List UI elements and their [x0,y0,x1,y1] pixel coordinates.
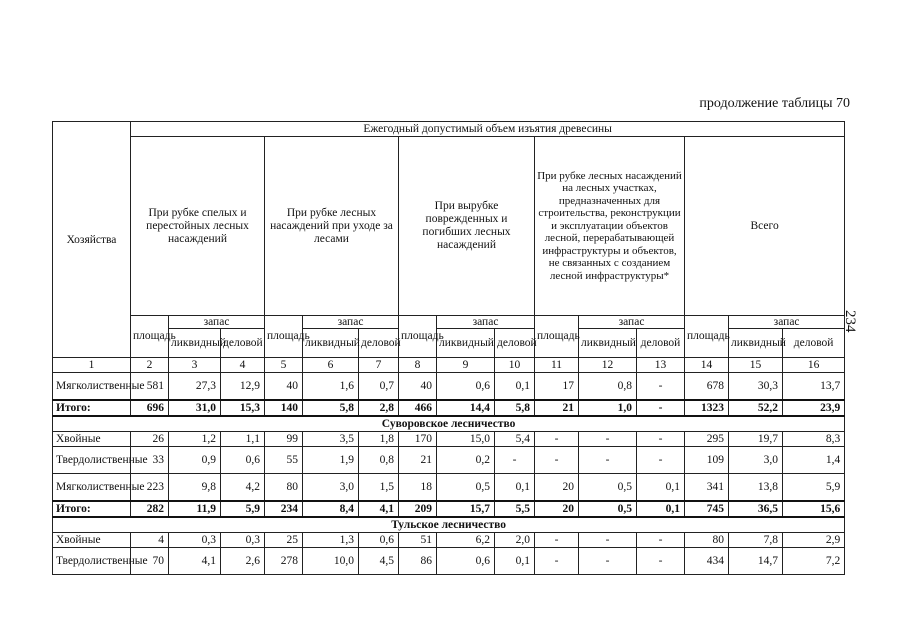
table-cell: - [579,432,637,447]
table-cell: 4,2 [221,474,265,502]
table-cell: 0,5 [579,474,637,502]
table-cell: - [535,533,579,548]
table-cell: 20 [535,501,579,517]
column-number: 15 [729,358,783,373]
table-cell: 0,1 [495,373,535,401]
table-cell: 18 [399,474,437,502]
table-cell: 99 [265,432,303,447]
table-cell: 3,0 [303,474,359,502]
column-number: 13 [637,358,685,373]
table-cell: 36,5 [729,501,783,517]
table-cell: 1,5 [359,474,399,502]
header-group-total: Всего [685,137,845,316]
table-row [53,548,845,575]
table-cell: 8,3 [783,432,845,447]
column-number: 16 [783,358,845,373]
section-row [53,517,845,533]
section-title: Тульское лесничество [53,517,845,533]
column-number: 5 [265,358,303,373]
table-row [53,447,845,474]
table-cell: 0,5 [437,474,495,502]
table-cell: - [495,447,535,474]
table-cell: 466 [399,400,437,416]
table-cell: - [535,432,579,447]
table-cell: 0,1 [495,474,535,502]
column-number: 11 [535,358,579,373]
table-cell: - [637,533,685,548]
table-cell: 21 [399,447,437,474]
header-business: деловой [783,329,845,358]
species-name: Итого: [53,400,131,416]
column-number: 10 [495,358,535,373]
header-area: площадь [399,316,437,358]
table-cell: 282 [131,501,169,517]
table-cell: - [637,447,685,474]
table-cell: 26 [131,432,169,447]
column-number: 3 [169,358,221,373]
table-cell: - [535,447,579,474]
column-number: 7 [359,358,399,373]
table-cell: 14,7 [729,548,783,575]
header-liquid: ликвидный [437,329,495,358]
table-cell: 295 [685,432,729,447]
table-cell: 0,3 [221,533,265,548]
table-cell: 33 [131,447,169,474]
table-cell: 1,2 [169,432,221,447]
column-number: 2 [131,358,169,373]
table-cell: 4,1 [169,548,221,575]
table-cell: 1,9 [303,447,359,474]
table-cell: 1323 [685,400,729,416]
table-cell: - [579,548,637,575]
header-main: Ежегодный допустимый объем изъятия древесины [131,122,845,137]
table-cell: 3,5 [303,432,359,447]
table-cell: 745 [685,501,729,517]
table-cell: 170 [399,432,437,447]
table-cell: 4 [131,533,169,548]
table-cell: 2,9 [783,533,845,548]
table-cell: 2,8 [359,400,399,416]
table-cell: 3,0 [729,447,783,474]
table-cell: 20 [535,474,579,502]
header-stock: запас [729,316,845,329]
table-cell: 5,8 [495,400,535,416]
table-cell: 5,9 [221,501,265,517]
table-cell: 86 [399,548,437,575]
table-cell: 0,8 [579,373,637,401]
table-cell: 30,3 [729,373,783,401]
header-stock: запас [579,316,685,329]
species-name: Хвойные [53,432,131,447]
table-cell: 140 [265,400,303,416]
header-liquid: ликвидный [579,329,637,358]
table-cell: 0,7 [359,373,399,401]
table-cell: 40 [399,373,437,401]
column-number: 9 [437,358,495,373]
table-cell: 40 [265,373,303,401]
table-cell: 581 [131,373,169,401]
table-row [53,533,845,548]
table-cell: 15,7 [437,501,495,517]
table-cell: 109 [685,447,729,474]
table-cell: 55 [265,447,303,474]
table-cell: 0,1 [637,474,685,502]
table-cell: 0,6 [359,533,399,548]
header-group-mature: При рубке спелых и перестойных лесных насаждений [131,137,265,316]
table-cell: - [637,432,685,447]
table-cell: 278 [265,548,303,575]
table-cell: 1,8 [359,432,399,447]
table-cell: 25 [265,533,303,548]
table-cell: 1,4 [783,447,845,474]
table-cell: 434 [685,548,729,575]
section-row [53,416,845,432]
section-title: Суворовское лесничество [53,416,845,432]
header-group-damaged: При вырубке поврежденных и погибших лесных насаждений [399,137,535,316]
table-cell: 11,9 [169,501,221,517]
table-cell: 341 [685,474,729,502]
species-name: Мягколиственные [53,474,131,502]
table-cell: 0,6 [437,373,495,401]
column-number: 6 [303,358,359,373]
table-cell: 7,2 [783,548,845,575]
table-cell: 0,1 [495,548,535,575]
table-cell: 0,3 [169,533,221,548]
table-cell: - [637,400,685,416]
header-stock: запас [437,316,535,329]
timber-harvest-table [52,121,845,575]
table-row [53,373,845,401]
table-cell: 1,3 [303,533,359,548]
table-cell: 5,9 [783,474,845,502]
table-body [53,358,845,575]
column-number: 8 [399,358,437,373]
table-cell: 9,8 [169,474,221,502]
table-cell: 15,3 [221,400,265,416]
header-group-care: При рубке лесных насаждений при уходе за лесами [265,137,399,316]
column-number: 1 [53,358,131,373]
table-cell: - [535,548,579,575]
table-cell: 1,1 [221,432,265,447]
table-cell: 4,5 [359,548,399,575]
table-cell: - [637,373,685,401]
header-business: деловой [221,329,265,358]
column-number: 14 [685,358,729,373]
header-area: площадь [535,316,579,358]
table-cell: 5,5 [495,501,535,517]
table-cell: 223 [131,474,169,502]
table-cell: 51 [399,533,437,548]
header-business: деловой [359,329,399,358]
table-row [53,474,845,502]
table-cell: 15,0 [437,432,495,447]
table-cell: 234 [265,501,303,517]
header-liquid: ликвидный [169,329,221,358]
table-cell: 70 [131,548,169,575]
table-cell: 2,6 [221,548,265,575]
table-cell: 0,1 [637,501,685,517]
table-cell: 19,7 [729,432,783,447]
table-cell: 27,3 [169,373,221,401]
table-cell: 12,9 [221,373,265,401]
table-cell: 209 [399,501,437,517]
table-cell: 8,4 [303,501,359,517]
table-cell: 0,6 [221,447,265,474]
header-group-infrastructure: При рубке лесных насаждений на лесных участках, предназначенных для строительства, реконструкции и эксплуатации объектов лесной, перерабатывающей инфраструктуры и объектов, не связанных с созданием лесной инфраструктуры* [535,137,685,316]
table-cell: 80 [265,474,303,502]
header-business: деловой [495,329,535,358]
table-cell: 52,2 [729,400,783,416]
table-caption: продолжение таблицы 70 [699,96,850,111]
header-stock: запас [169,316,265,329]
table-cell: - [579,447,637,474]
header-area: площадь [265,316,303,358]
page-number: 234 [842,310,858,333]
column-number: 12 [579,358,637,373]
table-cell: 7,8 [729,533,783,548]
table-cell: 6,2 [437,533,495,548]
table-cell: - [637,548,685,575]
table-cell: 15,6 [783,501,845,517]
table-cell: 1,0 [579,400,637,416]
table-cell: 678 [685,373,729,401]
table-cell: 13,8 [729,474,783,502]
table-cell: 0,6 [437,548,495,575]
table-cell: 0,9 [169,447,221,474]
header-area: площадь [685,316,729,358]
table-cell: - [579,533,637,548]
table-cell: 21 [535,400,579,416]
species-name: Твердолиственные [53,548,131,575]
total-row [53,400,845,416]
header-liquid: ликвидный [303,329,359,358]
table-cell: 0,8 [359,447,399,474]
table-cell: 80 [685,533,729,548]
table-cell: 14,4 [437,400,495,416]
table-cell: 0,2 [437,447,495,474]
table-cell: 1,6 [303,373,359,401]
table-cell: 5,8 [303,400,359,416]
header-stock: запас [303,316,399,329]
table-row [53,432,845,447]
table-cell: 5,4 [495,432,535,447]
species-name: Мягколиственные [53,373,131,401]
table-cell: 10,0 [303,548,359,575]
table-cell: 2,0 [495,533,535,548]
column-number: 4 [221,358,265,373]
table-cell: 31,0 [169,400,221,416]
table-cell: 696 [131,400,169,416]
table-cell: 23,9 [783,400,845,416]
total-row [53,501,845,517]
species-name: Итого: [53,501,131,517]
header-business: деловой [637,329,685,358]
table-cell: 17 [535,373,579,401]
table-cell: 4,1 [359,501,399,517]
column-number-row [53,358,845,373]
header-area: площадь [131,316,169,358]
header-farms: Хозяйства [53,122,131,358]
species-name: Хвойные [53,533,131,548]
table-cell: 13,7 [783,373,845,401]
species-name: Твердолиственные [53,447,131,474]
table-cell: 0,5 [579,501,637,517]
header-liquid: ликвидный [729,329,783,358]
